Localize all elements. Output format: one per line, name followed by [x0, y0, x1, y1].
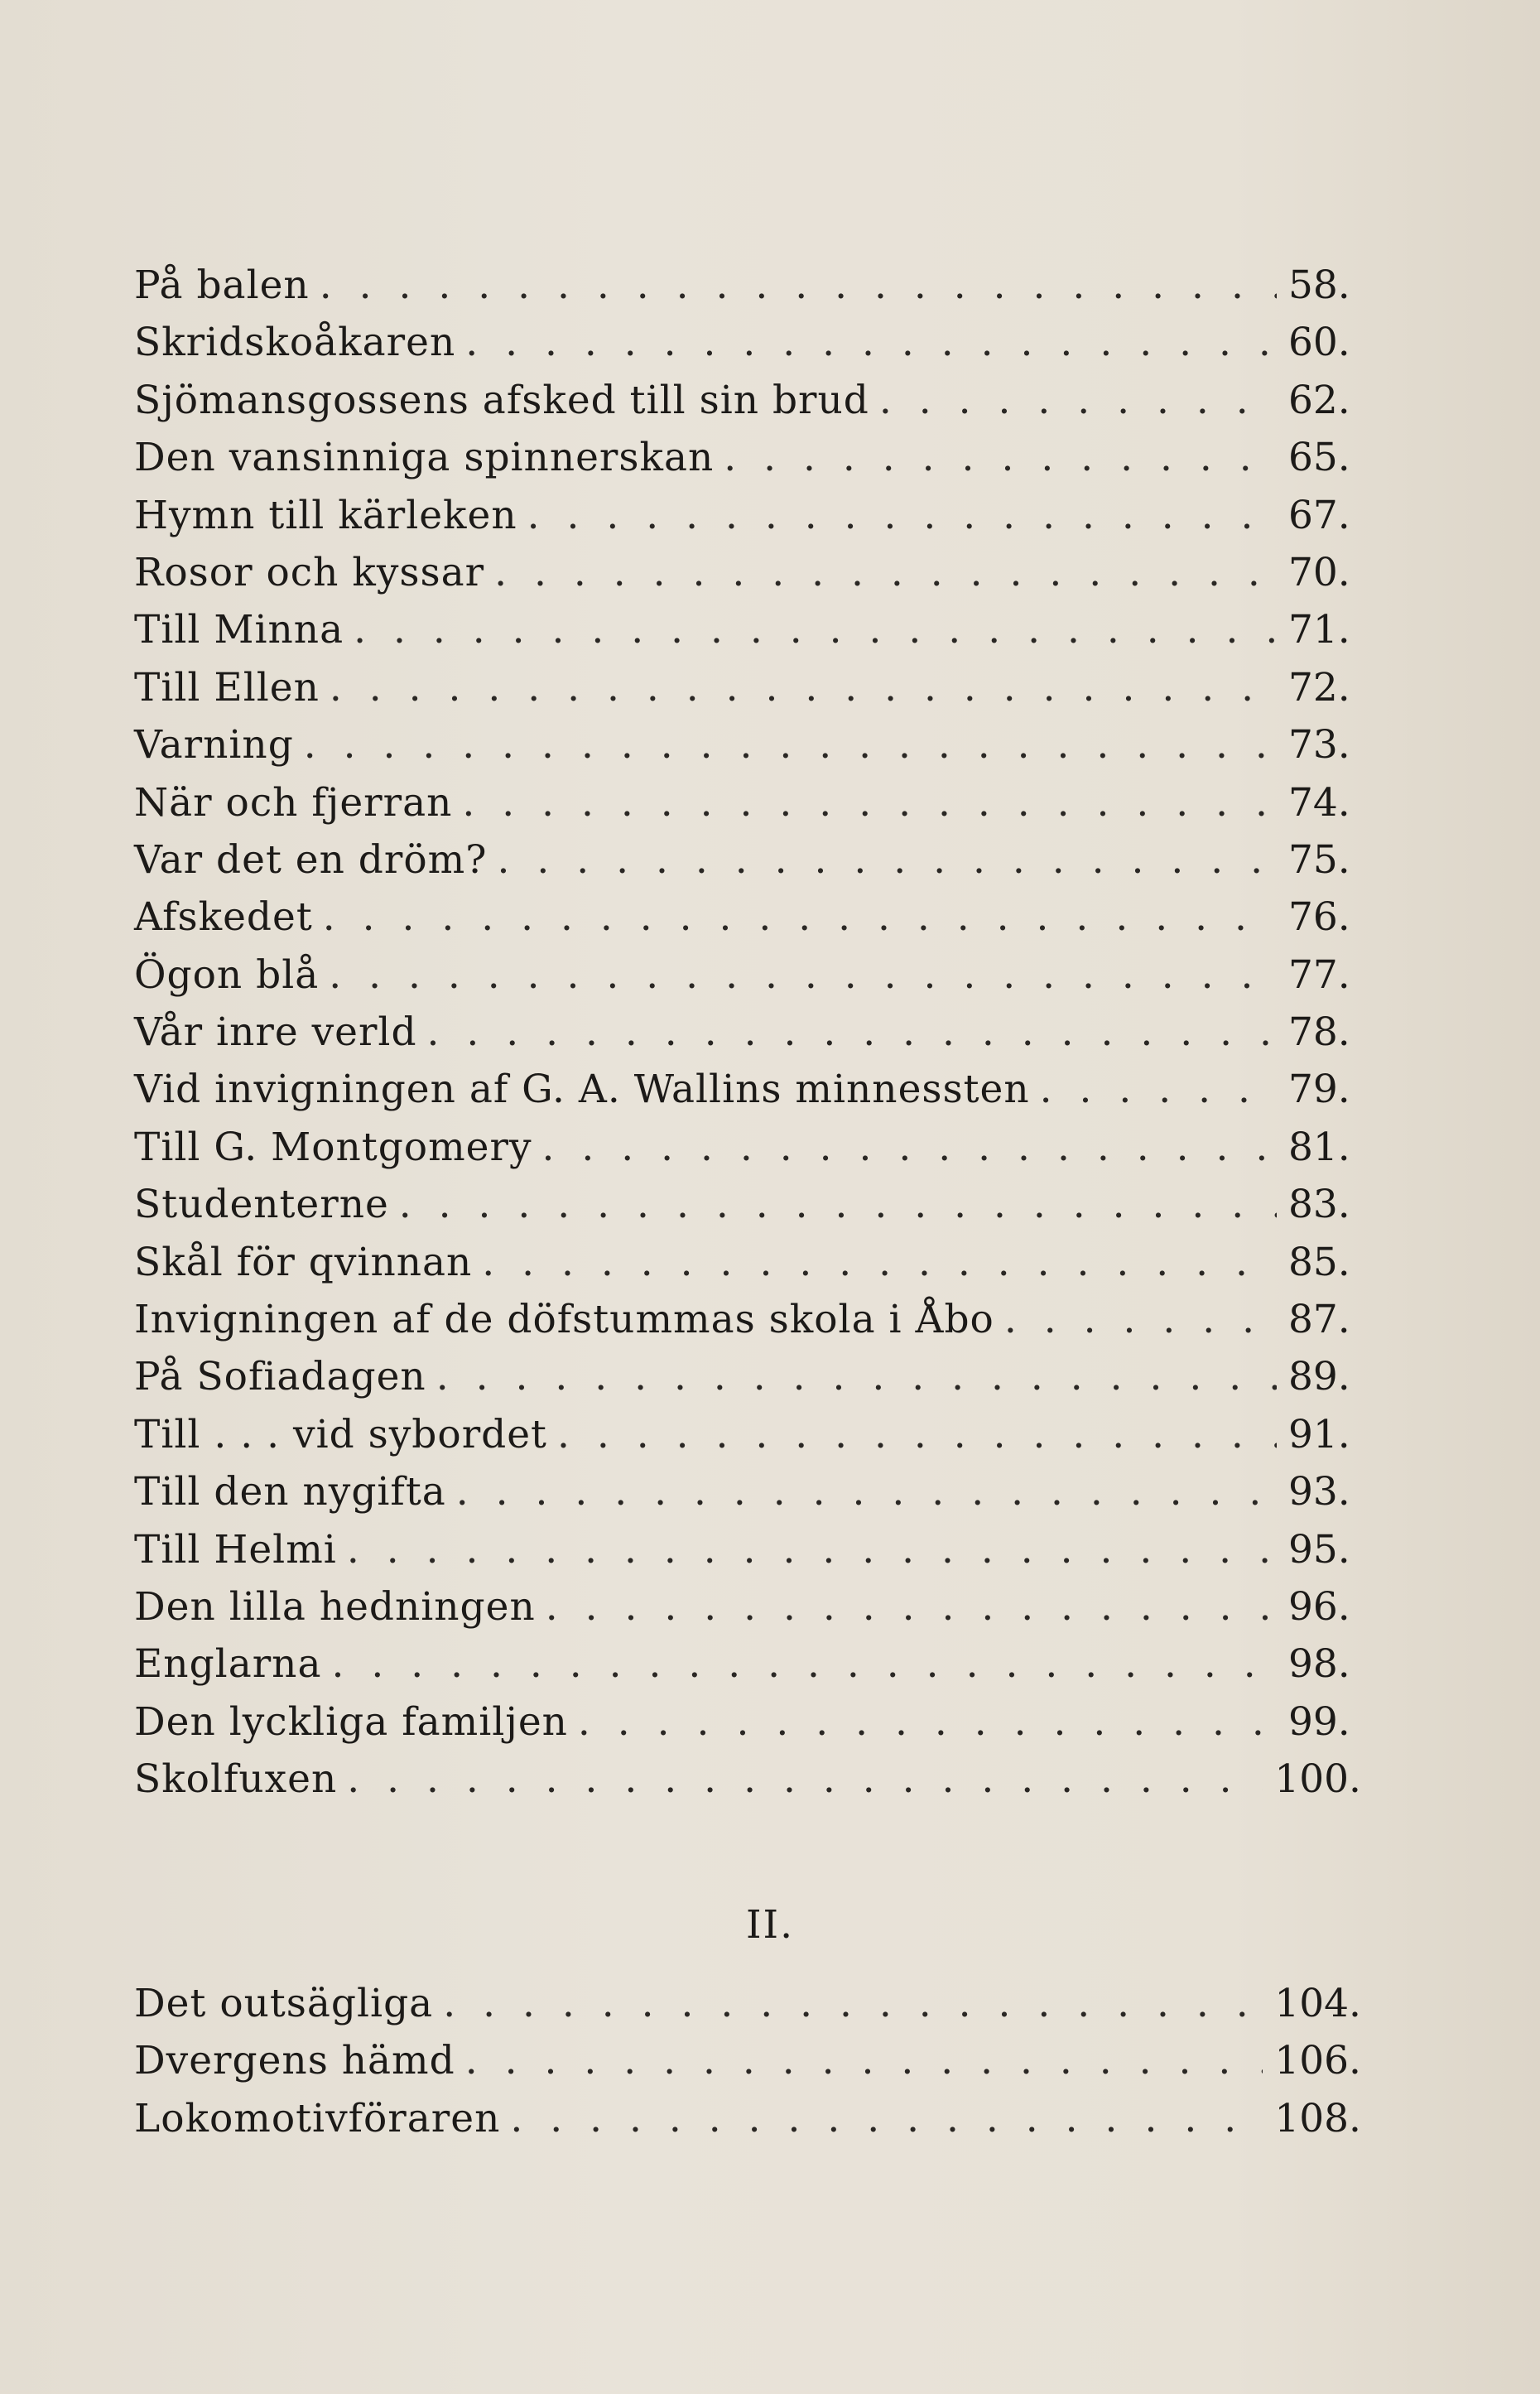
entry-page-number: 71.: [1288, 607, 1350, 653]
dot-leader: [465, 314, 1277, 371]
toc-entry: [134, 257, 1361, 314]
entry-title: Varning: [134, 722, 294, 768]
entry-title: Vid invigningen af G. A. Wallins minnessten: [134, 1067, 1030, 1113]
entry-title: Till Helmi: [134, 1526, 337, 1573]
entry-title: Ögon blå: [134, 951, 320, 998]
entry-page-number: 76.: [1288, 894, 1350, 941]
entry-title: Var det en dröm?: [134, 836, 488, 883]
entry-page-number: 95.: [1288, 1526, 1350, 1573]
entry-title: Skolfuxen: [134, 1756, 338, 1803]
toc-entry: [134, 1119, 1361, 1176]
dot-leader: [323, 889, 1277, 946]
entry-title: Englarna: [134, 1641, 322, 1688]
entry-page-number: 60.: [1288, 320, 1350, 366]
toc-entry: [134, 429, 1361, 486]
toc-entry: [134, 1751, 1361, 1808]
entry-title: Till den nygifta: [134, 1469, 446, 1515]
dot-leader: [329, 947, 1277, 1004]
toc-entry: [134, 314, 1361, 371]
toc-entry: [134, 831, 1361, 889]
toc-entry: [134, 1176, 1361, 1233]
entry-page-number: 96.: [1288, 1583, 1350, 1630]
dot-leader: [354, 601, 1277, 658]
entry-title: Skridskoåkaren: [134, 320, 456, 366]
entry-title: Den lilla hedningen: [134, 1583, 536, 1630]
dot-leader: [510, 2090, 1263, 2147]
dot-leader: [330, 659, 1277, 716]
entry-title: Dvergens hämd: [134, 2038, 455, 2084]
toc-entry: [134, 1463, 1361, 1520]
table-of-contents-part-2: [134, 1975, 1361, 2147]
entry-page-number: 98.: [1288, 1641, 1350, 1688]
entry-page-number: 104.: [1274, 1981, 1361, 2026]
toc-entry: [134, 1348, 1361, 1405]
dot-leader: [527, 487, 1277, 544]
toc-entry: [134, 774, 1361, 831]
entry-page-number: 93.: [1288, 1469, 1350, 1515]
entry-title: Sjömansgossens afsked till sin brud: [134, 377, 869, 423]
toc-entry: [134, 1234, 1361, 1291]
entry-page-number: 108.: [1274, 2095, 1361, 2141]
entry-page-number: 70.: [1288, 549, 1350, 595]
dot-leader: [399, 1176, 1277, 1233]
dot-leader: [304, 716, 1277, 773]
toc-entry: [134, 1635, 1361, 1693]
toc-entry: [134, 1406, 1361, 1463]
entry-page-number: 79.: [1288, 1067, 1350, 1113]
entry-page-number: 67.: [1288, 492, 1350, 538]
dot-leader: [879, 372, 1277, 429]
toc-entry: [134, 1693, 1361, 1751]
entry-title: Afskedet: [134, 894, 313, 941]
entry-page-number: 91.: [1288, 1411, 1350, 1457]
entry-title: Hymn till kärleken: [134, 492, 517, 538]
entry-title: Till Minna: [134, 607, 344, 653]
toc-entry: [134, 1004, 1361, 1061]
entry-title: När och fjerran: [134, 779, 453, 826]
entry-title: Lokomotivföraren: [134, 2095, 501, 2141]
dot-leader: [427, 1004, 1277, 1061]
entry-page-number: 87.: [1288, 1297, 1350, 1343]
entry-page-number: 75.: [1288, 836, 1350, 883]
entry-title: Studenterne: [134, 1182, 389, 1228]
toc-entry: [134, 889, 1361, 946]
dot-leader: [456, 1463, 1277, 1520]
dot-leader: [482, 1234, 1277, 1291]
entry-title: På balen: [134, 263, 310, 308]
dot-leader: [557, 1406, 1277, 1463]
dot-leader: [465, 2032, 1263, 2089]
toc-entry: [134, 947, 1361, 1004]
entry-page-number: 83.: [1288, 1182, 1350, 1228]
toc-entry: [134, 1578, 1361, 1635]
dot-leader: [436, 1348, 1277, 1405]
dot-leader: [347, 1521, 1277, 1578]
toc-entry: [134, 1975, 1361, 2032]
entry-title: Det outsägliga: [134, 1981, 434, 2026]
toc-entry: [134, 2032, 1361, 2089]
entry-title: Invigningen af de döfstummas skola i Åbo: [134, 1297, 994, 1343]
dot-leader: [494, 544, 1277, 601]
entry-title: På Sofiadagen: [134, 1354, 426, 1400]
dot-leader: [462, 774, 1277, 831]
entry-page-number: 58.: [1288, 263, 1350, 308]
toc-entry: [134, 544, 1361, 601]
entry-title: Den vansinniga spinnerskan: [134, 435, 715, 481]
entry-title: Till G. Montgomery: [134, 1124, 532, 1170]
dot-leader: [331, 1635, 1277, 1693]
entry-title: Rosor och kyssar: [134, 549, 485, 595]
toc-entry: [134, 1291, 1361, 1348]
toc-entry: [134, 601, 1361, 658]
toc-entry: [134, 2090, 1361, 2147]
entry-page-number: 89.: [1288, 1354, 1350, 1400]
entry-page-number: 78.: [1288, 1009, 1350, 1056]
section-heading: II.: [745, 1902, 795, 1948]
entry-page-number: 85.: [1288, 1239, 1350, 1285]
toc-entry: [134, 659, 1361, 716]
entry-title: Till Ellen: [134, 664, 320, 710]
entry-title: Vår inre verld: [134, 1009, 417, 1056]
table-of-contents-part-1: [134, 257, 1361, 1809]
entry-page-number: 65.: [1288, 435, 1350, 481]
entry-page-number: 73.: [1288, 722, 1350, 768]
dot-leader: [578, 1693, 1277, 1751]
dot-leader: [1004, 1291, 1277, 1348]
entry-page-number: 106.: [1274, 2038, 1361, 2084]
dot-leader: [546, 1578, 1277, 1635]
entry-page-number: 62.: [1288, 377, 1350, 423]
toc-entry: [134, 716, 1361, 773]
dot-leader: [1040, 1061, 1277, 1118]
entry-page-number: 100.: [1274, 1756, 1361, 1803]
dot-leader: [443, 1975, 1263, 2032]
entry-page-number: 74.: [1288, 779, 1350, 826]
dot-leader: [320, 257, 1277, 314]
entry-page-number: 81.: [1288, 1124, 1350, 1170]
toc-entry: [134, 1521, 1361, 1578]
entry-page-number: 77.: [1288, 951, 1350, 998]
toc-entry: [134, 487, 1361, 544]
dot-leader: [497, 831, 1277, 889]
entry-title: Till . . . vid sybordet: [134, 1411, 547, 1457]
dot-leader: [724, 429, 1277, 486]
dot-leader: [542, 1119, 1278, 1176]
toc-entry: [134, 372, 1361, 429]
entry-page-number: 99.: [1288, 1698, 1350, 1745]
entry-title: Skål för qvinnan: [134, 1239, 473, 1285]
toc-entry: [134, 1061, 1361, 1118]
entry-page-number: 72.: [1288, 664, 1350, 710]
entry-title: Den lyckliga familjen: [134, 1698, 568, 1745]
dot-leader: [347, 1751, 1263, 1808]
